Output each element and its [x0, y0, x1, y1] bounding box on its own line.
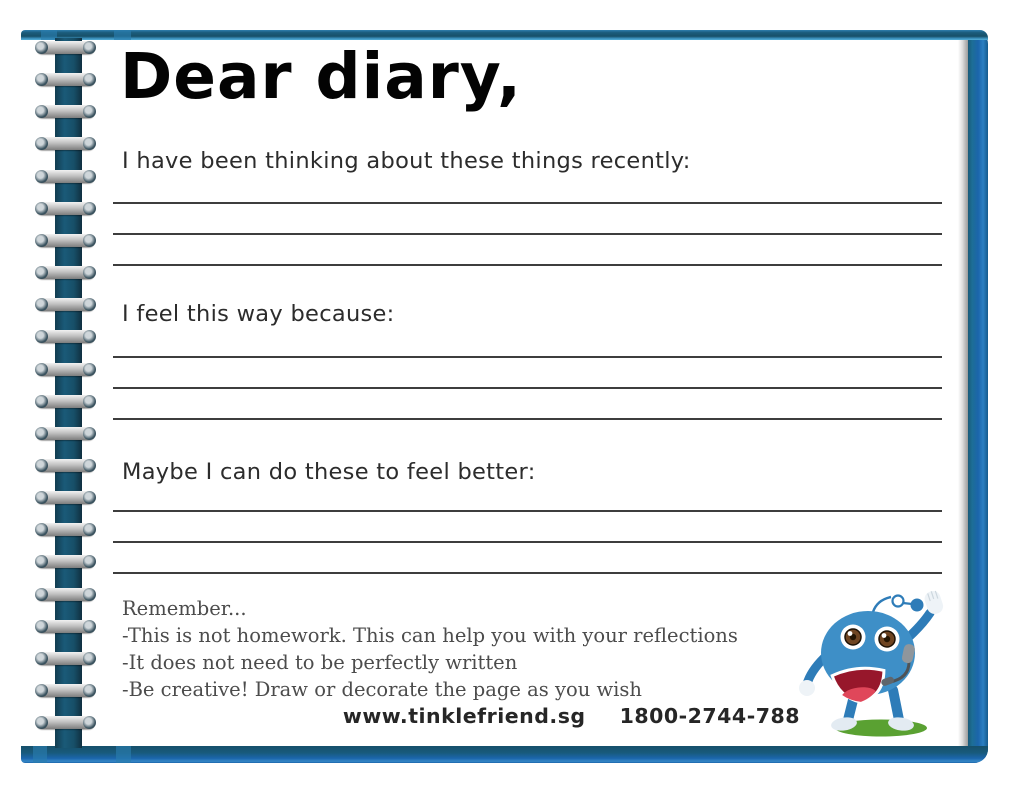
write-line	[113, 387, 942, 389]
reminder-item: -Be creative! Draw or decorate the page as you wish	[122, 678, 642, 701]
binding-clip	[114, 30, 131, 40]
tinklefriend-mascot-icon	[797, 580, 959, 742]
write-line	[113, 510, 942, 512]
write-line	[113, 233, 942, 235]
spiral-ring	[36, 105, 95, 118]
spiral-ring	[36, 620, 95, 633]
spiral-ring	[36, 555, 95, 568]
spiral-ring	[36, 170, 95, 183]
mascot-arm	[807, 658, 824, 684]
footer-contact	[122, 704, 800, 728]
spiral-ring	[36, 459, 95, 472]
spiral-ring	[36, 652, 95, 665]
write-line	[113, 264, 942, 266]
reminder-block	[122, 595, 762, 703]
mascot-glove	[799, 680, 815, 696]
notebook-cover-right-edge	[966, 30, 988, 763]
spiral-ring	[36, 716, 95, 729]
phone-number: 1800-2744-788	[619, 704, 800, 728]
spiral-ring	[36, 234, 95, 247]
write-line	[113, 418, 942, 420]
reminder-item: -This is not homework. This can help you with your reflections	[122, 624, 738, 647]
spiral-ring	[36, 395, 95, 408]
mascot-eye	[841, 625, 866, 650]
mascot-antenna-loop	[893, 596, 904, 607]
write-line	[113, 202, 942, 204]
mascot-antenna	[873, 597, 891, 612]
spiral-ring	[36, 523, 95, 536]
spiral-ring	[36, 330, 95, 343]
spiral-ring	[36, 137, 95, 150]
spiral-ring	[36, 266, 95, 279]
spiral-ring	[36, 363, 95, 376]
prompt-feeling: I feel this way because:	[122, 301, 395, 327]
mascot-antenna-ball	[911, 599, 924, 612]
spiral-ring	[36, 491, 95, 504]
prompt-thinking: I have been thinking about these things recently:	[122, 148, 691, 174]
write-line	[113, 356, 942, 358]
mascot-eye	[875, 627, 900, 652]
spiral-ring	[36, 588, 95, 601]
mascot-leg	[893, 690, 899, 720]
write-line	[113, 541, 942, 543]
spiral-ring	[36, 41, 95, 54]
spiral-ring	[36, 427, 95, 440]
page-title: Dear diary,	[120, 40, 522, 113]
page-stack-edge	[958, 38, 968, 748]
spiral-binding	[36, 30, 95, 763]
website-url: www.tinklefriend.sg	[342, 704, 586, 728]
notebook-cover-top-edge	[21, 30, 988, 40]
write-line	[113, 572, 942, 574]
reminder-heading: Remember...	[122, 597, 247, 620]
prompt-feel-better: Maybe I can do these to feel better:	[122, 459, 536, 485]
notebook-cover-bottom-edge	[21, 746, 988, 763]
binding-clip	[116, 746, 131, 763]
spiral-ring	[36, 298, 95, 311]
reminder-item: -It does not need to be perfectly written	[122, 651, 518, 674]
spiral-ring	[36, 202, 95, 215]
mascot-illustration	[797, 580, 959, 742]
spiral-ring	[36, 73, 95, 86]
spiral-ring	[36, 684, 95, 697]
